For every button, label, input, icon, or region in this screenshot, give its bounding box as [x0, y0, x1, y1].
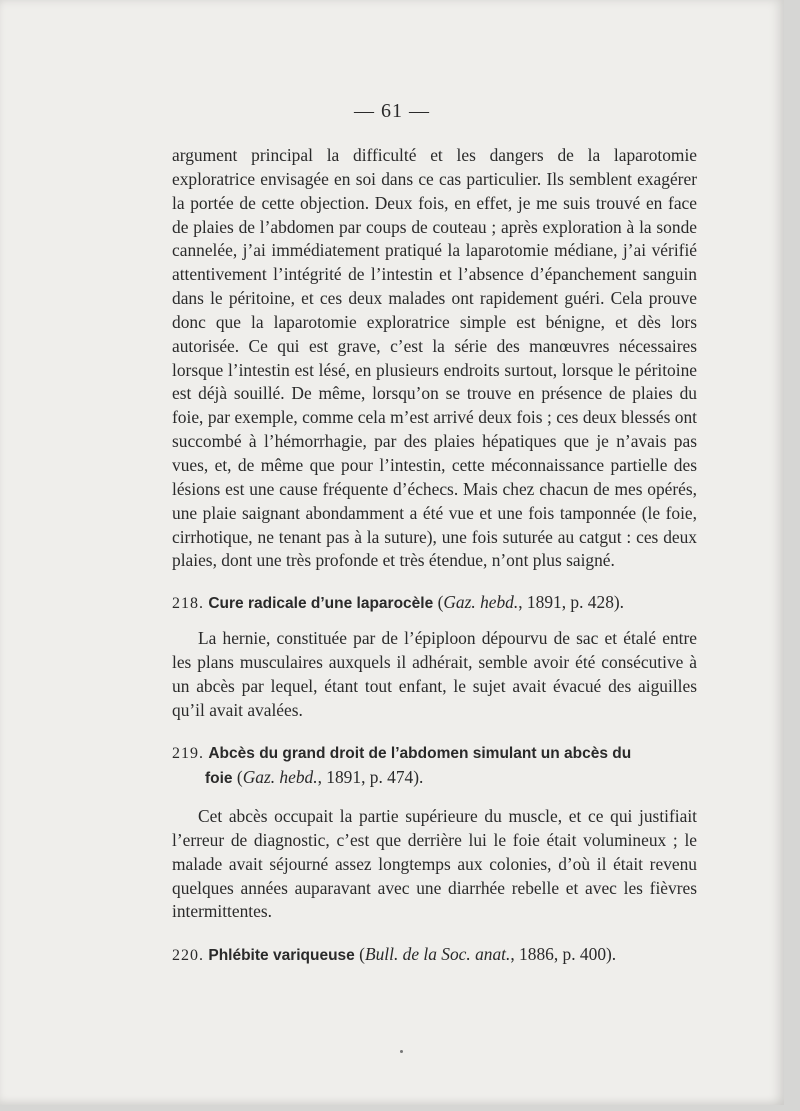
- body-paragraph: [172, 144, 697, 573]
- entry-citation: (Gaz. hebd., 1891, p. 428).: [437, 592, 625, 612]
- entry-title: Cure radicale d’une laparocèle: [208, 595, 434, 612]
- entry-citation: (Bull. de la Soc. anat., 1886, p. 400).: [359, 944, 617, 964]
- entry-number: 220.: [172, 947, 204, 964]
- paragraph-text: argument principal la difficulté et les dangers de la laparotomie exploratrice envisagée en soi dans ce cas particulier. Ils semblent exagérer la portée de cette objection. Deux fois, en effet, je me suis trouvé en face de plaies de l’abdomen par coups de couteau ; après exploration à la sonde cannelée, j’ai immédiatement pratiqué la laparotomie médiane, j’ai vérifié attentivement l’intégrité de l’intestin et l’absence d’épanchement sanguin dans le péritoine, et ces deux malades ont rapidement guéri. Cela prouve donc que la laparotomie exploratrice simple est bénigne, et dès lors autorisée. Ce qui est grave, c’est la série des manœuvres nécessaires lorsque l’intestin est lésé, en plusieurs endroits surtout, lorsque le péritoine est déjà souillé. De même, lorsqu’on se trouve en présence de plaies du foie, par exemple, comme cela m’est arrivé deux fois ; ces deux blessés ont succombé à l’hémorrhagie, par des plaies hépatiques que je n’avais pas vues, et, de même que pour l’intestin, cette méconnaissance partielle des lésions est une cause fréquente d’échecs. Mais chez chacun de mes opérés, une plaie saignant abondamment a été vue et une fois tamponnée (le foie, cirrhotique, ne tenant pas à la suture), une fois suturée au catgut : ces deux plaies, dont une très profonde et très étendue, n’ont plus saigné.: [172, 145, 697, 571]
- page-number: — 61 —: [354, 100, 430, 122]
- entry-number: 219.: [172, 745, 204, 762]
- body-paragraph: [172, 627, 697, 722]
- print-speck: [400, 1050, 403, 1053]
- bibliography-entry: [172, 943, 702, 968]
- body-paragraph: [172, 805, 697, 924]
- bibliography-entry: [172, 591, 702, 616]
- bibliography-entry: [172, 741, 702, 790]
- entry-title-continued: foie: [205, 769, 233, 787]
- entry-title: Abcès du grand droit de l’abdomen simulant un abcès du: [208, 745, 632, 762]
- entry-citation: (Gaz. hebd., 1891, p. 474).: [236, 766, 424, 787]
- entry-title: Phlébite variqueuse: [208, 947, 355, 964]
- paragraph-text: La hernie, constituée par de l’épiploon dépourvu de sac et étalé entre les plans musculaires auxquels il adhérait, semble avoir été consécutive à un abcès par lequel, étant tout enfant, le sujet avait évacué des aiguilles qu’il avait avalées.: [172, 628, 697, 720]
- paragraph-text: Cet abcès occupait la partie supérieure du muscle, et ce qui justifiait l’erreur de diagnostic, c’est que derrière lui le foie était volumineux ; le malade avait séjourné assez longtemps aux colonies, d’où il était revenu quelques années auparavant avec une diarrhée rebelle et avec les fièvres intermittentes.: [172, 806, 697, 922]
- entry-number: 218.: [172, 595, 204, 612]
